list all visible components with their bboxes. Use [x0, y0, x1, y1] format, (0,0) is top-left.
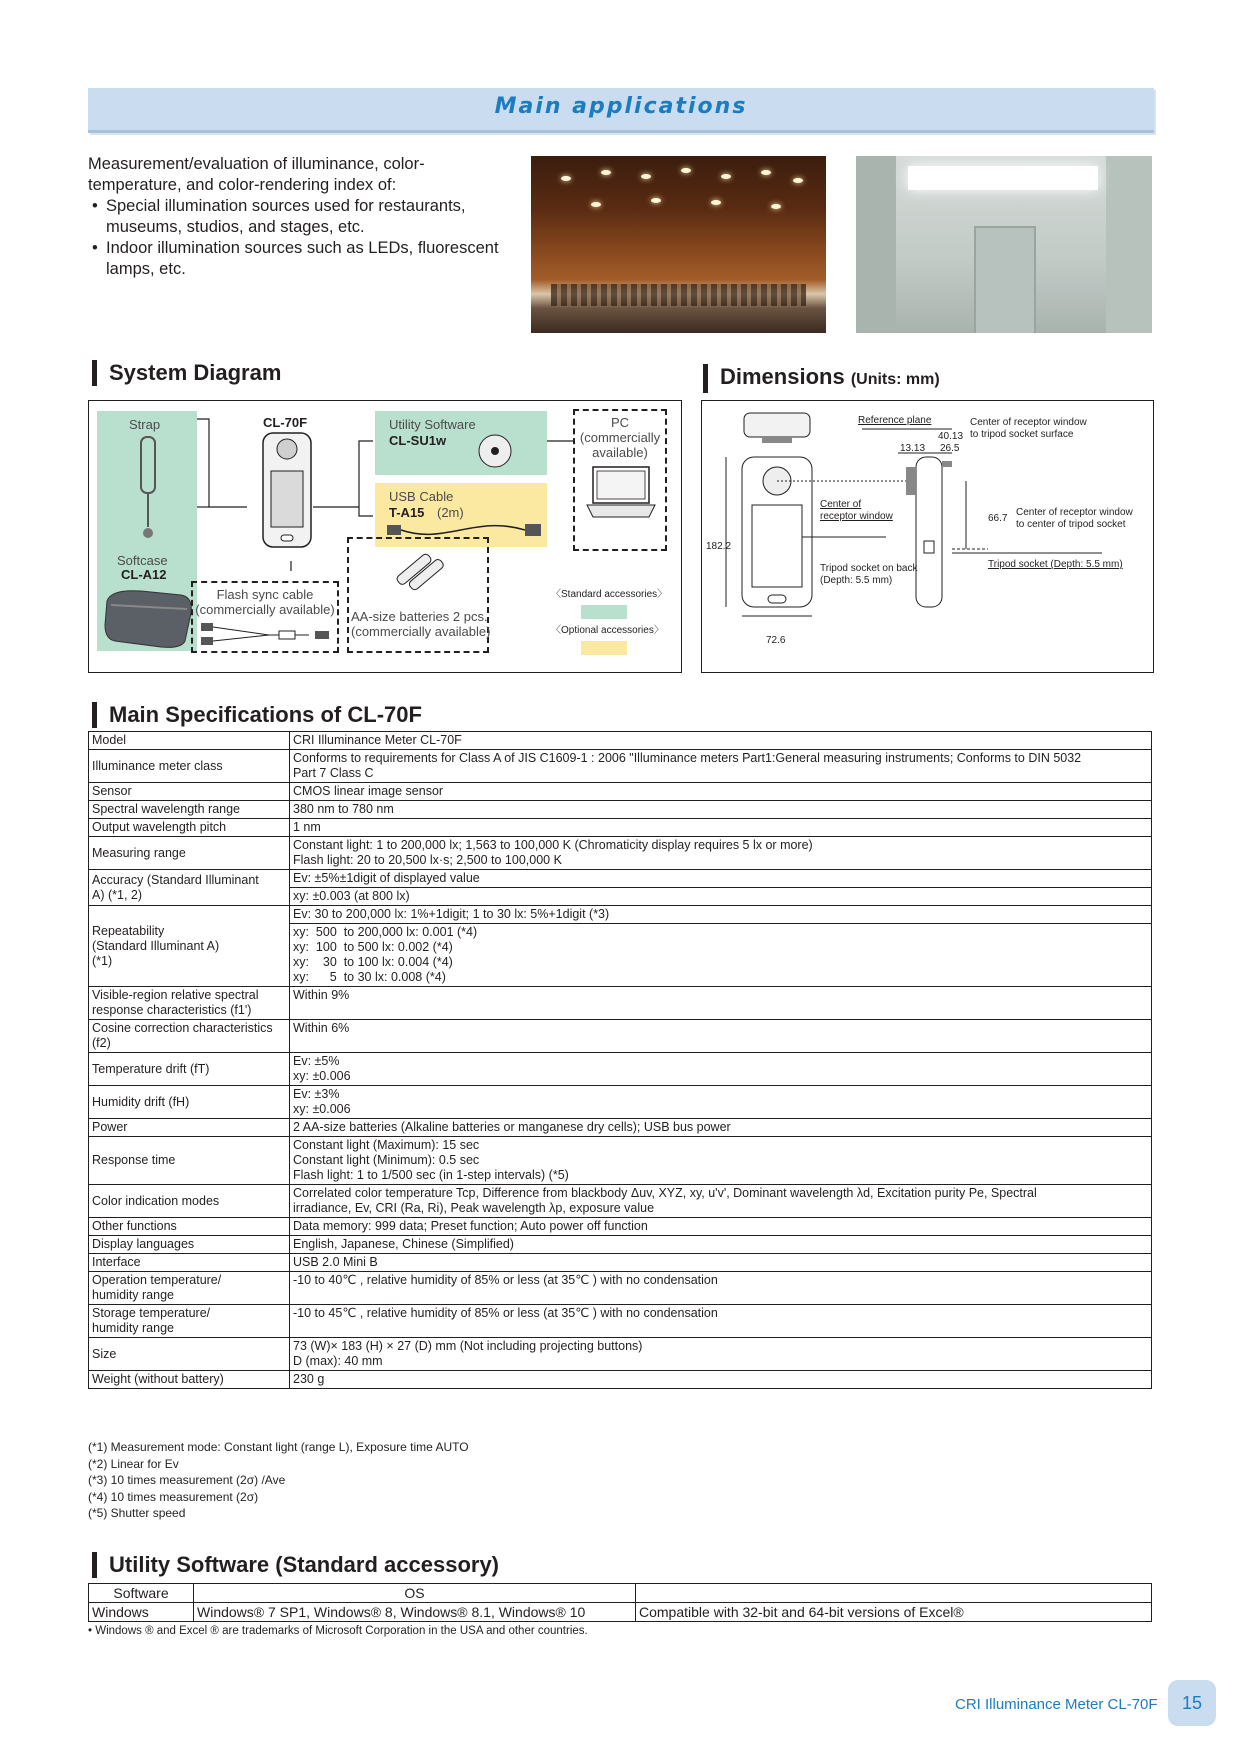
note: (*2) Linear for Ev [88, 1456, 179, 1471]
dim-13: 13.13 [900, 443, 926, 454]
dim-182: 182.2 [706, 541, 732, 552]
utility-table [88, 1583, 1152, 1622]
tripod-socket-label: Tripod socket (Depth: 5.5 mm) [988, 559, 1123, 570]
spec-key: Display languages [89, 1236, 290, 1254]
spec-value-text: Ev: ±3% xy: ±0.006 [293, 1087, 351, 1116]
spec-value-text: CRI Illuminance Meter CL-70F [293, 733, 462, 747]
softcase-model: CL-A12 [121, 567, 167, 582]
center-window-surface-label: Center of receptor window to tripod socket surface [970, 417, 1087, 440]
concert-hall-photo [531, 156, 826, 333]
spec-value-text: English, Japanese, Chinese (Simplified) [293, 1237, 514, 1251]
spec-row [89, 1254, 1152, 1272]
note: (*4) 10 times measurement (2σ) [88, 1489, 259, 1504]
spec-value-text: Within 9% [293, 988, 350, 1002]
usb-length: (2m) [437, 505, 464, 520]
center-window-socket-label: Center of receptor window to center of tripod socket [1016, 507, 1133, 530]
spec-value [290, 1053, 1152, 1086]
spec-row [89, 1218, 1152, 1236]
spec-row [89, 987, 1152, 1020]
spec-value-text: Ev: ±5% xy: ±0.006 [293, 1054, 351, 1083]
spec-key: Operation temperature/ humidity range [89, 1272, 290, 1305]
flash-sync-label: Flash sync cable (commercially available) [195, 587, 335, 617]
spec-key: Color indication modes [89, 1185, 290, 1218]
note: (*1) Measurement mode: Constant light (range L), Exposure time AUTO [88, 1440, 469, 1454]
cd-icon [477, 433, 513, 469]
spec-value-text: Ev: ±5%±1digit of displayed value [293, 871, 480, 885]
dimensions-box [701, 400, 1154, 673]
spec-row [89, 1305, 1152, 1338]
usb-model: T-A15 [389, 505, 425, 520]
spec-row [89, 870, 1152, 888]
utility-label: Utility Software [389, 417, 476, 432]
spec-key: Cosine correction characteristics (f2) [89, 1020, 290, 1053]
spec-value [290, 819, 1152, 837]
spec-value [290, 924, 1152, 987]
spec-value [290, 870, 1152, 888]
specs-table [88, 731, 1152, 1389]
spec-value [290, 783, 1152, 801]
laptop-icon [583, 465, 659, 521]
device-label: CL-70F [263, 415, 308, 430]
spec-row [89, 1119, 1152, 1137]
dimensions-heading [703, 364, 940, 393]
spec-row [89, 906, 1152, 924]
spec-value-text: Constant light: 1 to 200,000 lx; 1,563 to 100,000 K (Chromaticity display requires 5 lx or more) Flash light: 20 to 20,500 lx·s; 2,500 to 100,000 K [293, 838, 813, 867]
spec-row [89, 837, 1152, 870]
legend-optional-label: 〈Optional accessories〉 [551, 625, 664, 636]
utility-row [89, 1603, 1152, 1622]
software-cell: Windows [89, 1603, 194, 1622]
spec-row [89, 1236, 1152, 1254]
spec-value [290, 1371, 1152, 1389]
spec-key: Weight (without battery) [89, 1371, 290, 1389]
legend-optional-swatch [581, 641, 627, 655]
spec-value [290, 1185, 1152, 1218]
spec-value-text: 1 nm [293, 820, 321, 834]
spec-value [290, 1305, 1152, 1338]
spec-notes [88, 1439, 469, 1522]
spec-key: Spectral wavelength range [89, 801, 290, 819]
spec-value [290, 1119, 1152, 1137]
utility-heading: Utility Software (Standard accessory) [92, 1552, 499, 1578]
strap-label: Strap [129, 417, 161, 432]
spec-key: Output wavelength pitch [89, 819, 290, 837]
spec-value [290, 1338, 1152, 1371]
os-cell: Windows® 7 SP1, Windows® 8, Windows® 8.1, Windows® 10 [194, 1603, 636, 1622]
system-diagram-box [88, 400, 682, 673]
intro-bullet: • Indoor illumination sources such as LEDs, fluorescent lamps, etc. [88, 238, 518, 280]
spec-row [89, 1371, 1152, 1389]
compat-cell: Compatible with 32-bit and 64-bit versions of Excel® [636, 1603, 1152, 1622]
spec-value-text: Correlated color temperature Tcp, Difference from blackbody Δuv, XYZ, xy, u'v', Dominant wavelength λd, Excitation purity Pe, Spectral irradiance, Ev, CRI (Ra, Ri), Peak wavelength λp, exposure value [293, 1186, 1037, 1215]
spec-value-text: Ev: 30 to 200,000 lx: 1%+1digit; 1 to 30 lx: 5%+1digit (*3) [293, 907, 610, 921]
tripod-back-label: Tripod socket on back (Depth: 5.5 mm) [820, 563, 918, 586]
spec-value-text: CMOS linear image sensor [293, 784, 444, 798]
dim-26: 26.5 [940, 443, 960, 454]
spec-row [89, 1185, 1152, 1218]
spec-value-text: Constant light (Maximum): 15 sec Constant light (Minimum): 0.5 sec Flash light: 1 to 1/500 sec (in 1-step intervals) (*5) [293, 1138, 569, 1182]
spec-value-text: -10 to 45℃ , relative humidity of 85% or less (at 35℃ ) with no condensation [293, 1306, 718, 1320]
spec-value [290, 801, 1152, 819]
spec-value [290, 987, 1152, 1020]
header-software: Software [89, 1584, 194, 1603]
intro-bullet: • Special illumination sources used for restaurants, museums, studios, and stages, etc. [88, 196, 518, 238]
dimension-drawing [702, 401, 1153, 672]
reference-plane-label: Reference plane [858, 415, 932, 426]
spec-value [290, 1218, 1152, 1236]
spec-row [89, 750, 1152, 783]
spec-key: Model [89, 732, 290, 750]
spec-row [89, 1137, 1152, 1185]
spec-value-text: Conforms to requirements for Class A of JIS C1609-1 : 2006 "Illuminance meters Part1:General measuring instruments; Conforms to DIN 5032 Part 7 Class C [293, 751, 1082, 780]
spec-value-text: 73 (W)× 183 (H) × 27 (D) mm (Not including projecting buttons) D (max): 40 mm [293, 1339, 643, 1368]
batteries-label: AA-size batteries 2 pcs. (commercially available) [351, 609, 491, 639]
spec-value-text: 2 AA-size batteries (Alkaline batteries or manganese dry cells); USB bus power [293, 1120, 731, 1134]
dim-66: 66.7 [988, 513, 1008, 524]
spec-value [290, 1272, 1152, 1305]
spec-row [89, 801, 1152, 819]
spec-key: Temperature drift (fT) [89, 1053, 290, 1086]
spec-value [290, 906, 1152, 924]
intro-bullets [88, 196, 518, 280]
spec-key: Storage temperature/ humidity range [89, 1305, 290, 1338]
header-os: OS [194, 1584, 636, 1603]
spec-value-text: 380 nm to 780 nm [293, 802, 394, 816]
utility-model: CL-SU1w [389, 433, 447, 448]
spec-value-text: xy: ±0.003 (at 800 lx) [293, 889, 410, 903]
spec-value-text: USB 2.0 Mini B [293, 1255, 378, 1269]
spec-key: Other functions [89, 1218, 290, 1236]
header-blank [636, 1584, 1152, 1603]
spec-key: Sensor [89, 783, 290, 801]
spec-row [89, 1086, 1152, 1119]
spec-row [89, 1020, 1152, 1053]
spec-row [89, 1272, 1152, 1305]
spec-key: Power [89, 1119, 290, 1137]
spec-key: Measuring range [89, 837, 290, 870]
spec-key: Accuracy (Standard Illuminant A) (*1, 2) [89, 870, 290, 906]
spec-value-text: Within 6% [293, 1021, 350, 1035]
spec-row [89, 1338, 1152, 1371]
footer-title: CRI Illuminance Meter CL-70F [955, 1696, 1158, 1713]
legend-standard-swatch [581, 605, 627, 619]
spec-key: Response time [89, 1137, 290, 1185]
spec-key: Visible-region relative spectral response characteristics (f1') [89, 987, 290, 1020]
spec-value-text: -10 to 40℃ , relative humidity of 85% or less (at 35℃ ) with no condensation [293, 1273, 718, 1287]
spec-row [89, 1053, 1152, 1086]
utility-header-row [89, 1584, 1152, 1603]
dim-72: 72.6 [766, 635, 786, 646]
spec-row [89, 732, 1152, 750]
spec-value [290, 1236, 1152, 1254]
note: (*5) Shutter speed [88, 1506, 186, 1520]
legend-standard-label: 〈Standard accessories〉 [551, 589, 668, 600]
spec-key: Repeatability (Standard Illuminant A) (*1) [89, 906, 290, 987]
spec-value-text: Data memory: 999 data; Preset function; Auto power off function [293, 1219, 648, 1233]
page-number: 15 [1168, 1680, 1216, 1726]
spec-key: Humidity drift (fH) [89, 1086, 290, 1119]
intro-text [88, 154, 518, 280]
system-diagram-heading: System Diagram [92, 360, 281, 386]
spec-row [89, 819, 1152, 837]
spec-value [290, 750, 1152, 783]
trademark-note: • Windows ® and Excel ® are trademarks of Microsoft Corporation in the USA and other countries. [88, 1625, 588, 1637]
spec-key: Size [89, 1338, 290, 1371]
spec-value [290, 1137, 1152, 1185]
note: (*3) 10 times measurement (2σ) /Ave [88, 1473, 286, 1487]
spec-value [290, 1020, 1152, 1053]
section-banner [88, 88, 1154, 133]
battery-icon [389, 547, 449, 591]
spec-value [290, 837, 1152, 870]
spec-value [290, 888, 1152, 906]
spec-value [290, 1254, 1152, 1272]
specs-heading: Main Specifications of CL-70F [92, 702, 422, 728]
spec-row [89, 783, 1152, 801]
spec-key: Interface [89, 1254, 290, 1272]
softcase-label: Softcase [117, 553, 168, 568]
flash-cable-icon [199, 619, 335, 649]
intro-paragraph: Measurement/evaluation of illuminance, color-temperature, and color-rendering index of: [88, 155, 425, 194]
dimensions-title: Dimensions [720, 364, 845, 389]
spec-value [290, 1086, 1152, 1119]
indoor-lighting-photo [856, 156, 1152, 333]
pc-label: PC (commercially available) [579, 415, 661, 460]
dimensions-units: (Units: mm) [850, 371, 940, 388]
banner-title: Main applications [494, 94, 748, 119]
usb-label: USB Cable [389, 489, 454, 504]
spec-value [290, 732, 1152, 750]
cl70f-device-icon [259, 431, 315, 551]
dim-40: 40.13 [938, 431, 964, 442]
spec-key: Illuminance meter class [89, 750, 290, 783]
spec-value-text: xy: 500 to 200,000 lx: 0.001 (*4) xy: 100 to 500 lx: 0.002 (*4) xy: 30 to 100 lx: 0.004 (*4) xy: 5 to 30 lx: 0.008 (*4) [293, 925, 478, 984]
center-window-label: Center of receptor window [820, 499, 893, 522]
spec-value-text: 230 g [293, 1372, 325, 1386]
